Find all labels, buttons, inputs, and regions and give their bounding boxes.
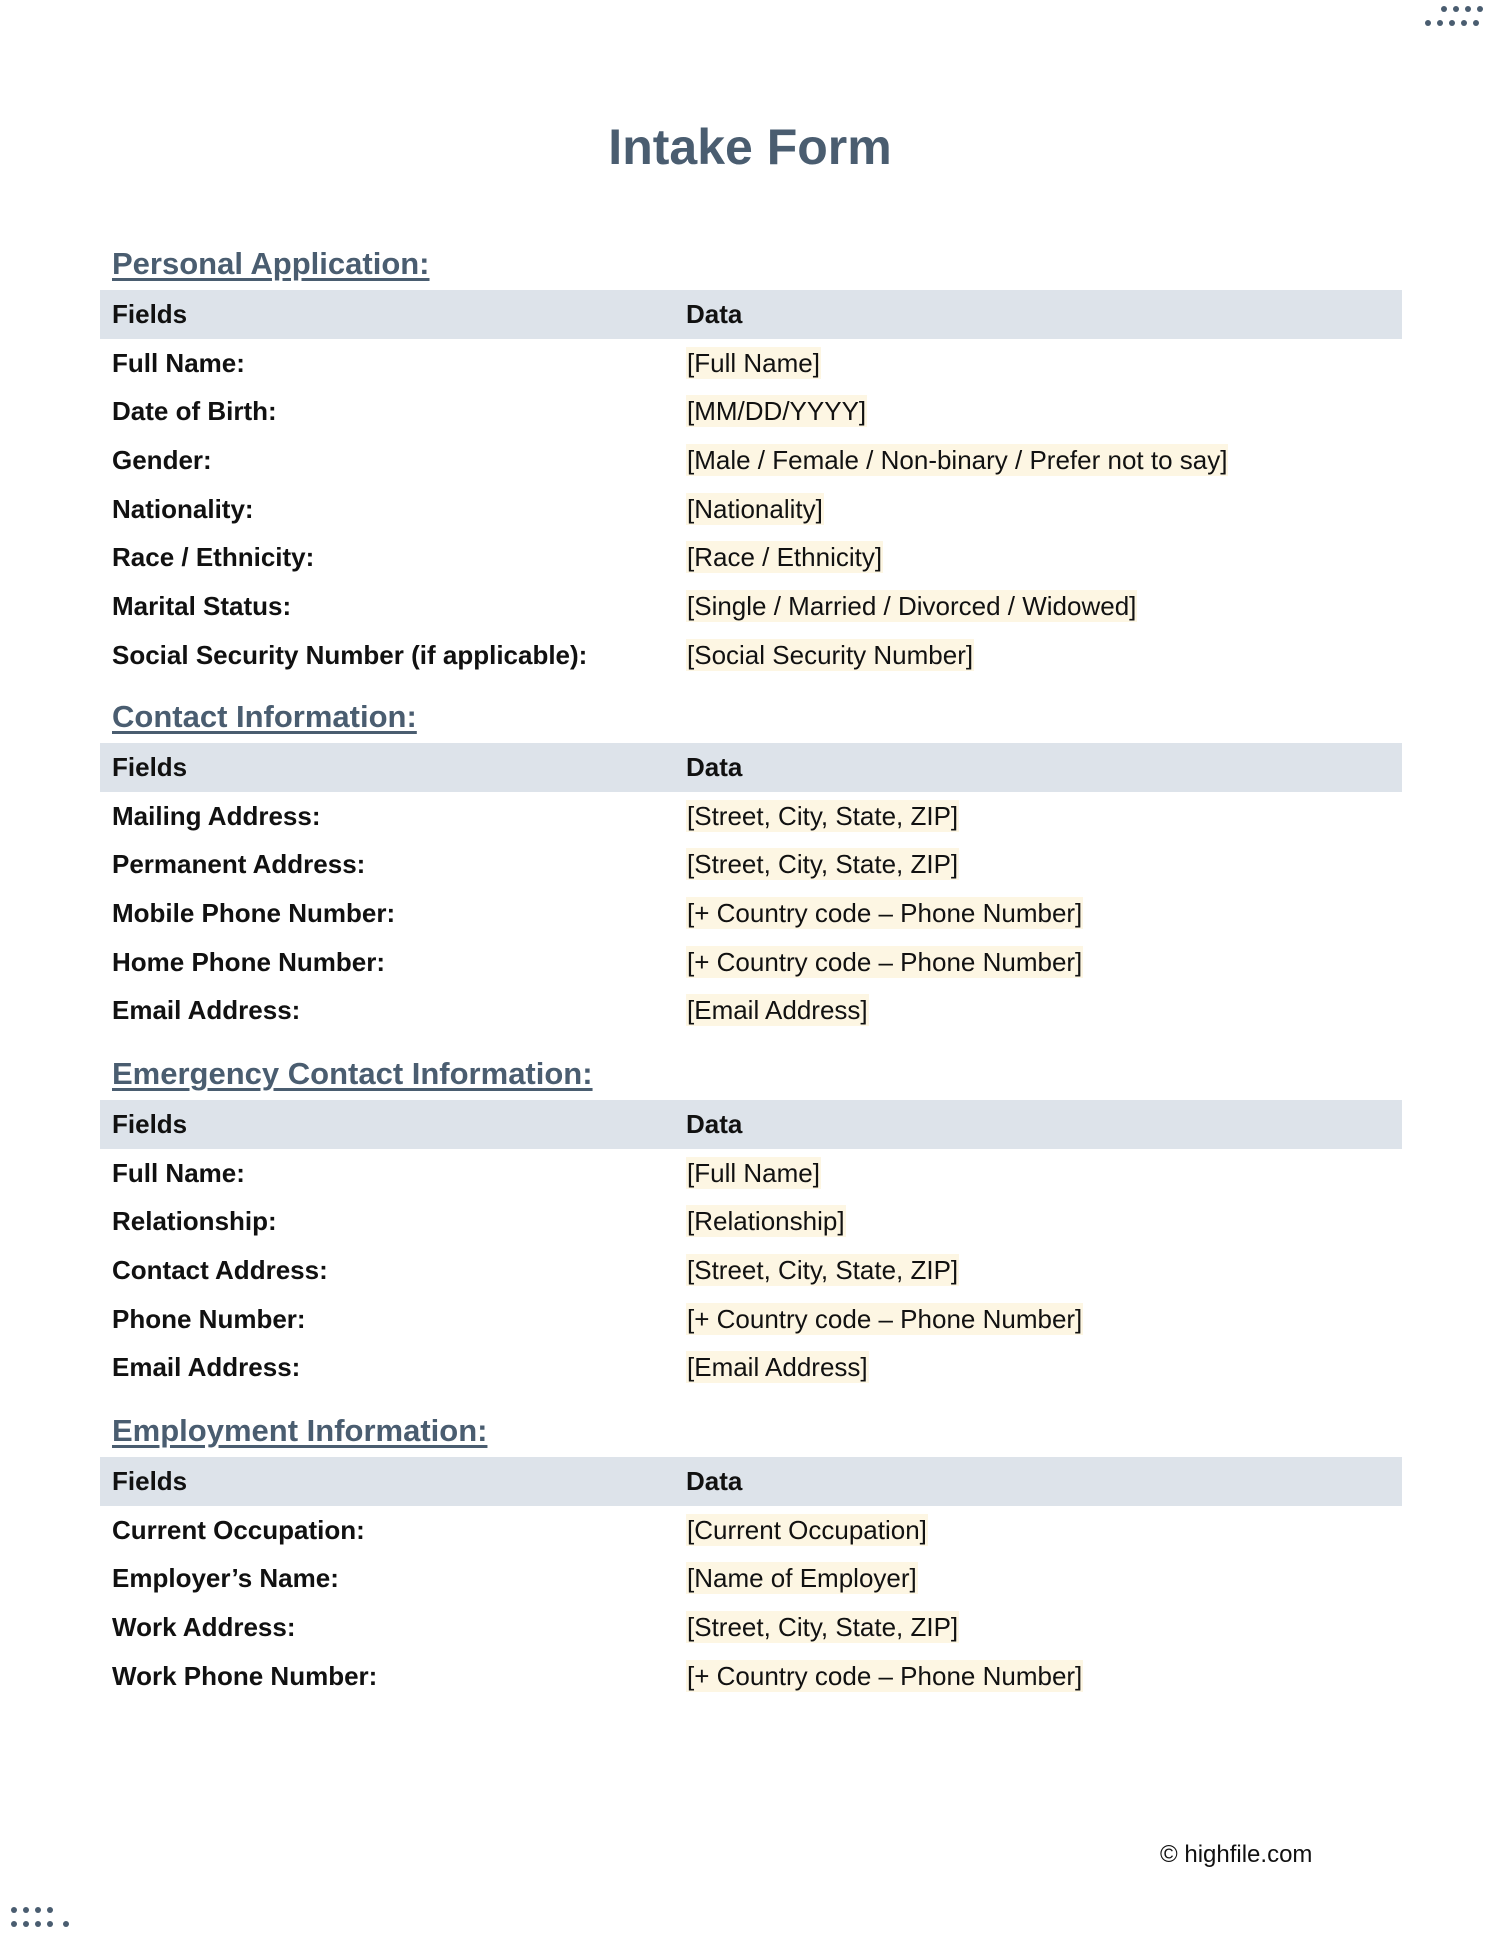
field-value-cell[interactable]	[674, 387, 1402, 436]
contact-information-table	[100, 743, 1402, 1035]
field-label: Permanent Address:	[112, 849, 366, 880]
field-value-cell[interactable]	[674, 436, 1402, 485]
page-title: Intake Form	[608, 119, 892, 175]
field-value-cell[interactable]	[674, 582, 1402, 631]
field-value-cell[interactable]	[674, 631, 1402, 680]
field-label: Email Address:	[112, 1352, 301, 1383]
fields-column-header: Fields	[112, 751, 188, 782]
table-row	[100, 1246, 1402, 1295]
field-placeholder[interactable]: [Street, City, State, ZIP]	[687, 849, 959, 880]
field-label: Phone Number:	[112, 1303, 306, 1334]
field-placeholder[interactable]: [Name of Employer]	[687, 1563, 917, 1594]
field-label: Employer’s Name:	[112, 1563, 339, 1594]
section-heading: Emergency Contact Information:	[112, 1056, 593, 1091]
section-heading: Contact Information:	[112, 699, 417, 734]
field-value-cell[interactable]	[674, 1652, 1402, 1701]
field-value-cell[interactable]	[674, 938, 1402, 987]
table-row	[100, 986, 1402, 1035]
fields-column-header: Fields	[112, 1108, 188, 1139]
table-row	[100, 1506, 1402, 1555]
field-placeholder[interactable]: [Full Name]	[687, 1157, 820, 1188]
employment-information-table	[100, 1457, 1402, 1700]
field-label: Current Occupation:	[112, 1514, 365, 1545]
field-label: Contact Address:	[112, 1254, 328, 1285]
fields-column-header: Fields	[112, 298, 188, 329]
decorative-dots-top-right	[1422, 4, 1492, 30]
table-row	[100, 938, 1402, 987]
field-placeholder[interactable]: [+ Country code – Phone Number]	[687, 1660, 1083, 1691]
field-value-cell[interactable]	[674, 339, 1402, 388]
data-column-header: Data	[686, 1108, 743, 1139]
field-value-cell[interactable]	[674, 792, 1402, 841]
field-label: Date of Birth:	[112, 396, 277, 427]
table-header-row	[100, 290, 1402, 339]
field-label: Relationship:	[112, 1206, 277, 1237]
field-label: Marital Status:	[112, 590, 292, 621]
field-value-cell[interactable]	[674, 1149, 1402, 1198]
table-row	[100, 1295, 1402, 1344]
field-label: Mobile Phone Number:	[112, 897, 396, 928]
table-row	[100, 1149, 1402, 1198]
field-label: Email Address:	[112, 995, 301, 1026]
field-placeholder[interactable]: [Race / Ethnicity]	[687, 542, 883, 573]
section-employment-information	[100, 1409, 1402, 1700]
section-heading: Employment Information:	[112, 1413, 488, 1448]
table-header-row	[100, 1100, 1402, 1149]
table-header-row	[100, 1457, 1402, 1506]
field-label: Race / Ethnicity:	[112, 542, 315, 573]
table-row	[100, 889, 1402, 938]
field-placeholder[interactable]: [Street, City, State, ZIP]	[687, 800, 959, 831]
field-value-cell[interactable]	[674, 1506, 1402, 1555]
table-row	[100, 792, 1402, 841]
field-label: Full Name:	[112, 1157, 245, 1188]
table-row	[100, 387, 1402, 436]
table-row	[100, 533, 1402, 582]
field-label: Work Phone Number:	[112, 1660, 378, 1691]
field-placeholder[interactable]: [Nationality]	[687, 493, 823, 524]
field-placeholder[interactable]: [Social Security Number]	[687, 639, 974, 670]
decorative-dots-bottom-left	[8, 1905, 78, 1931]
field-label: Work Address:	[112, 1611, 296, 1642]
footer-copyright: © highfile.com	[1160, 1841, 1313, 1868]
table-row	[100, 1603, 1402, 1652]
field-placeholder[interactable]: [Current Occupation]	[687, 1514, 927, 1545]
table-row	[100, 631, 1402, 680]
field-placeholder[interactable]: [Email Address]	[687, 1352, 868, 1383]
table-row	[100, 485, 1402, 534]
field-value-cell[interactable]	[674, 1343, 1402, 1392]
field-label: Full Name:	[112, 347, 245, 378]
field-value-cell[interactable]	[674, 986, 1402, 1035]
field-value-cell[interactable]	[674, 1554, 1402, 1603]
table-row	[100, 436, 1402, 485]
field-placeholder[interactable]: [Email Address]	[687, 995, 868, 1026]
field-label: Mailing Address:	[112, 800, 321, 831]
field-value-cell[interactable]	[674, 485, 1402, 534]
field-value-cell[interactable]	[674, 840, 1402, 889]
table-row	[100, 1652, 1402, 1701]
table-row	[100, 339, 1402, 388]
field-placeholder[interactable]: [Relationship]	[687, 1206, 845, 1237]
field-placeholder[interactable]: [MM/DD/YYYY]	[687, 396, 867, 427]
table-row	[100, 1343, 1402, 1392]
personal-application-table	[100, 290, 1402, 680]
table-row	[100, 1197, 1402, 1246]
field-label: Nationality:	[112, 493, 254, 524]
table-row	[100, 582, 1402, 631]
field-placeholder[interactable]: [Male / Female / Non-binary / Prefer not to say]	[687, 444, 1228, 475]
field-label: Gender:	[112, 444, 212, 475]
data-column-header: Data	[686, 751, 743, 782]
table-header-row	[100, 743, 1402, 792]
field-value-cell[interactable]	[674, 889, 1402, 938]
section-heading: Personal Application:	[112, 246, 430, 281]
field-placeholder[interactable]: [Street, City, State, ZIP]	[687, 1611, 959, 1642]
field-placeholder[interactable]: [Full Name]	[687, 347, 820, 378]
field-placeholder[interactable]: [+ Country code – Phone Number]	[687, 946, 1083, 977]
field-value-cell[interactable]	[674, 1246, 1402, 1295]
table-row	[100, 840, 1402, 889]
field-placeholder[interactable]: [Single / Married / Divorced / Widowed]	[687, 590, 1137, 621]
emergency-contact-table	[100, 1100, 1402, 1392]
field-label: Home Phone Number:	[112, 946, 386, 977]
field-placeholder[interactable]: [+ Country code – Phone Number]	[687, 897, 1083, 928]
field-value-cell[interactable]	[674, 533, 1402, 582]
field-value-cell[interactable]	[674, 1295, 1402, 1344]
field-value-cell[interactable]	[674, 1197, 1402, 1246]
section-emergency-contact	[100, 1052, 1402, 1392]
section-personal-application	[100, 242, 1402, 680]
table-row	[100, 1554, 1402, 1603]
field-placeholder[interactable]: [+ Country code – Phone Number]	[687, 1303, 1083, 1334]
data-column-header: Data	[686, 298, 743, 329]
field-value-cell[interactable]	[674, 1603, 1402, 1652]
data-column-header: Data	[686, 1465, 743, 1496]
fields-column-header: Fields	[112, 1465, 188, 1496]
section-contact-information	[100, 695, 1402, 1035]
field-label: Social Security Number (if applicable):	[112, 639, 588, 670]
field-placeholder[interactable]: [Street, City, State, ZIP]	[687, 1254, 959, 1285]
